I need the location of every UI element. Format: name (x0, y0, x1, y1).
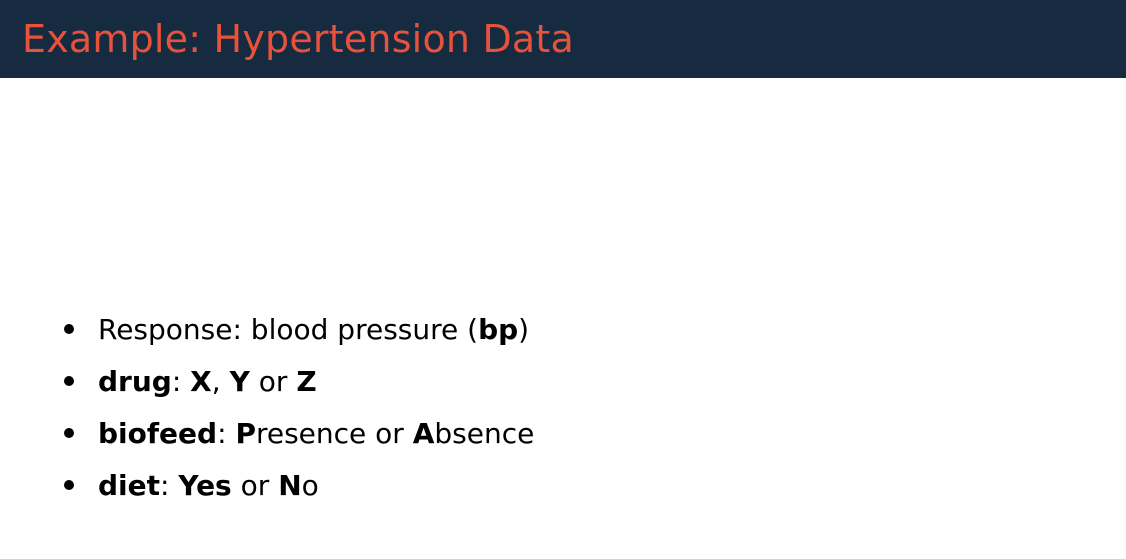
diet-variable: diet (98, 469, 161, 502)
biofeed-colon: : (217, 417, 236, 450)
biofeed-p-initial: P (235, 417, 256, 450)
bullet-dot-icon (64, 376, 74, 386)
bullet-biofeed (62, 412, 534, 464)
biofeed-presence-rest: resence or (255, 417, 413, 450)
diet-level-yes: Yes (178, 469, 232, 502)
drug-level-z: Z (296, 365, 317, 398)
bullet-drug (62, 360, 534, 412)
diet-no-rest: o (301, 469, 319, 502)
drug-colon: : (171, 365, 191, 398)
drug-level-y: Y (229, 365, 250, 398)
diet-or: or (231, 469, 279, 502)
drug-variable: drug (98, 365, 172, 398)
response-label: Response: blood pressure ( (98, 313, 479, 346)
diet-colon: : (160, 469, 179, 502)
slide-title: Example: Hypertension Data (22, 17, 574, 61)
bullet-dot-icon (64, 480, 74, 490)
diet-n-initial: N (278, 469, 302, 502)
drug-comma: , (211, 365, 230, 398)
bullet-dot-icon (64, 428, 74, 438)
biofeed-absence-rest: bsence (434, 417, 535, 450)
bullet-response (62, 308, 534, 360)
bp-variable: bp (478, 313, 519, 346)
biofeed-a-initial: A (412, 417, 435, 450)
slide-title-bar (0, 0, 1126, 78)
bullet-list (62, 308, 534, 516)
response-close-paren: ) (518, 313, 530, 346)
bullet-dot-icon (64, 324, 74, 334)
bullet-diet (62, 464, 534, 516)
drug-level-x: X (190, 365, 212, 398)
biofeed-variable: biofeed (98, 417, 218, 450)
drug-or: or (249, 365, 297, 398)
